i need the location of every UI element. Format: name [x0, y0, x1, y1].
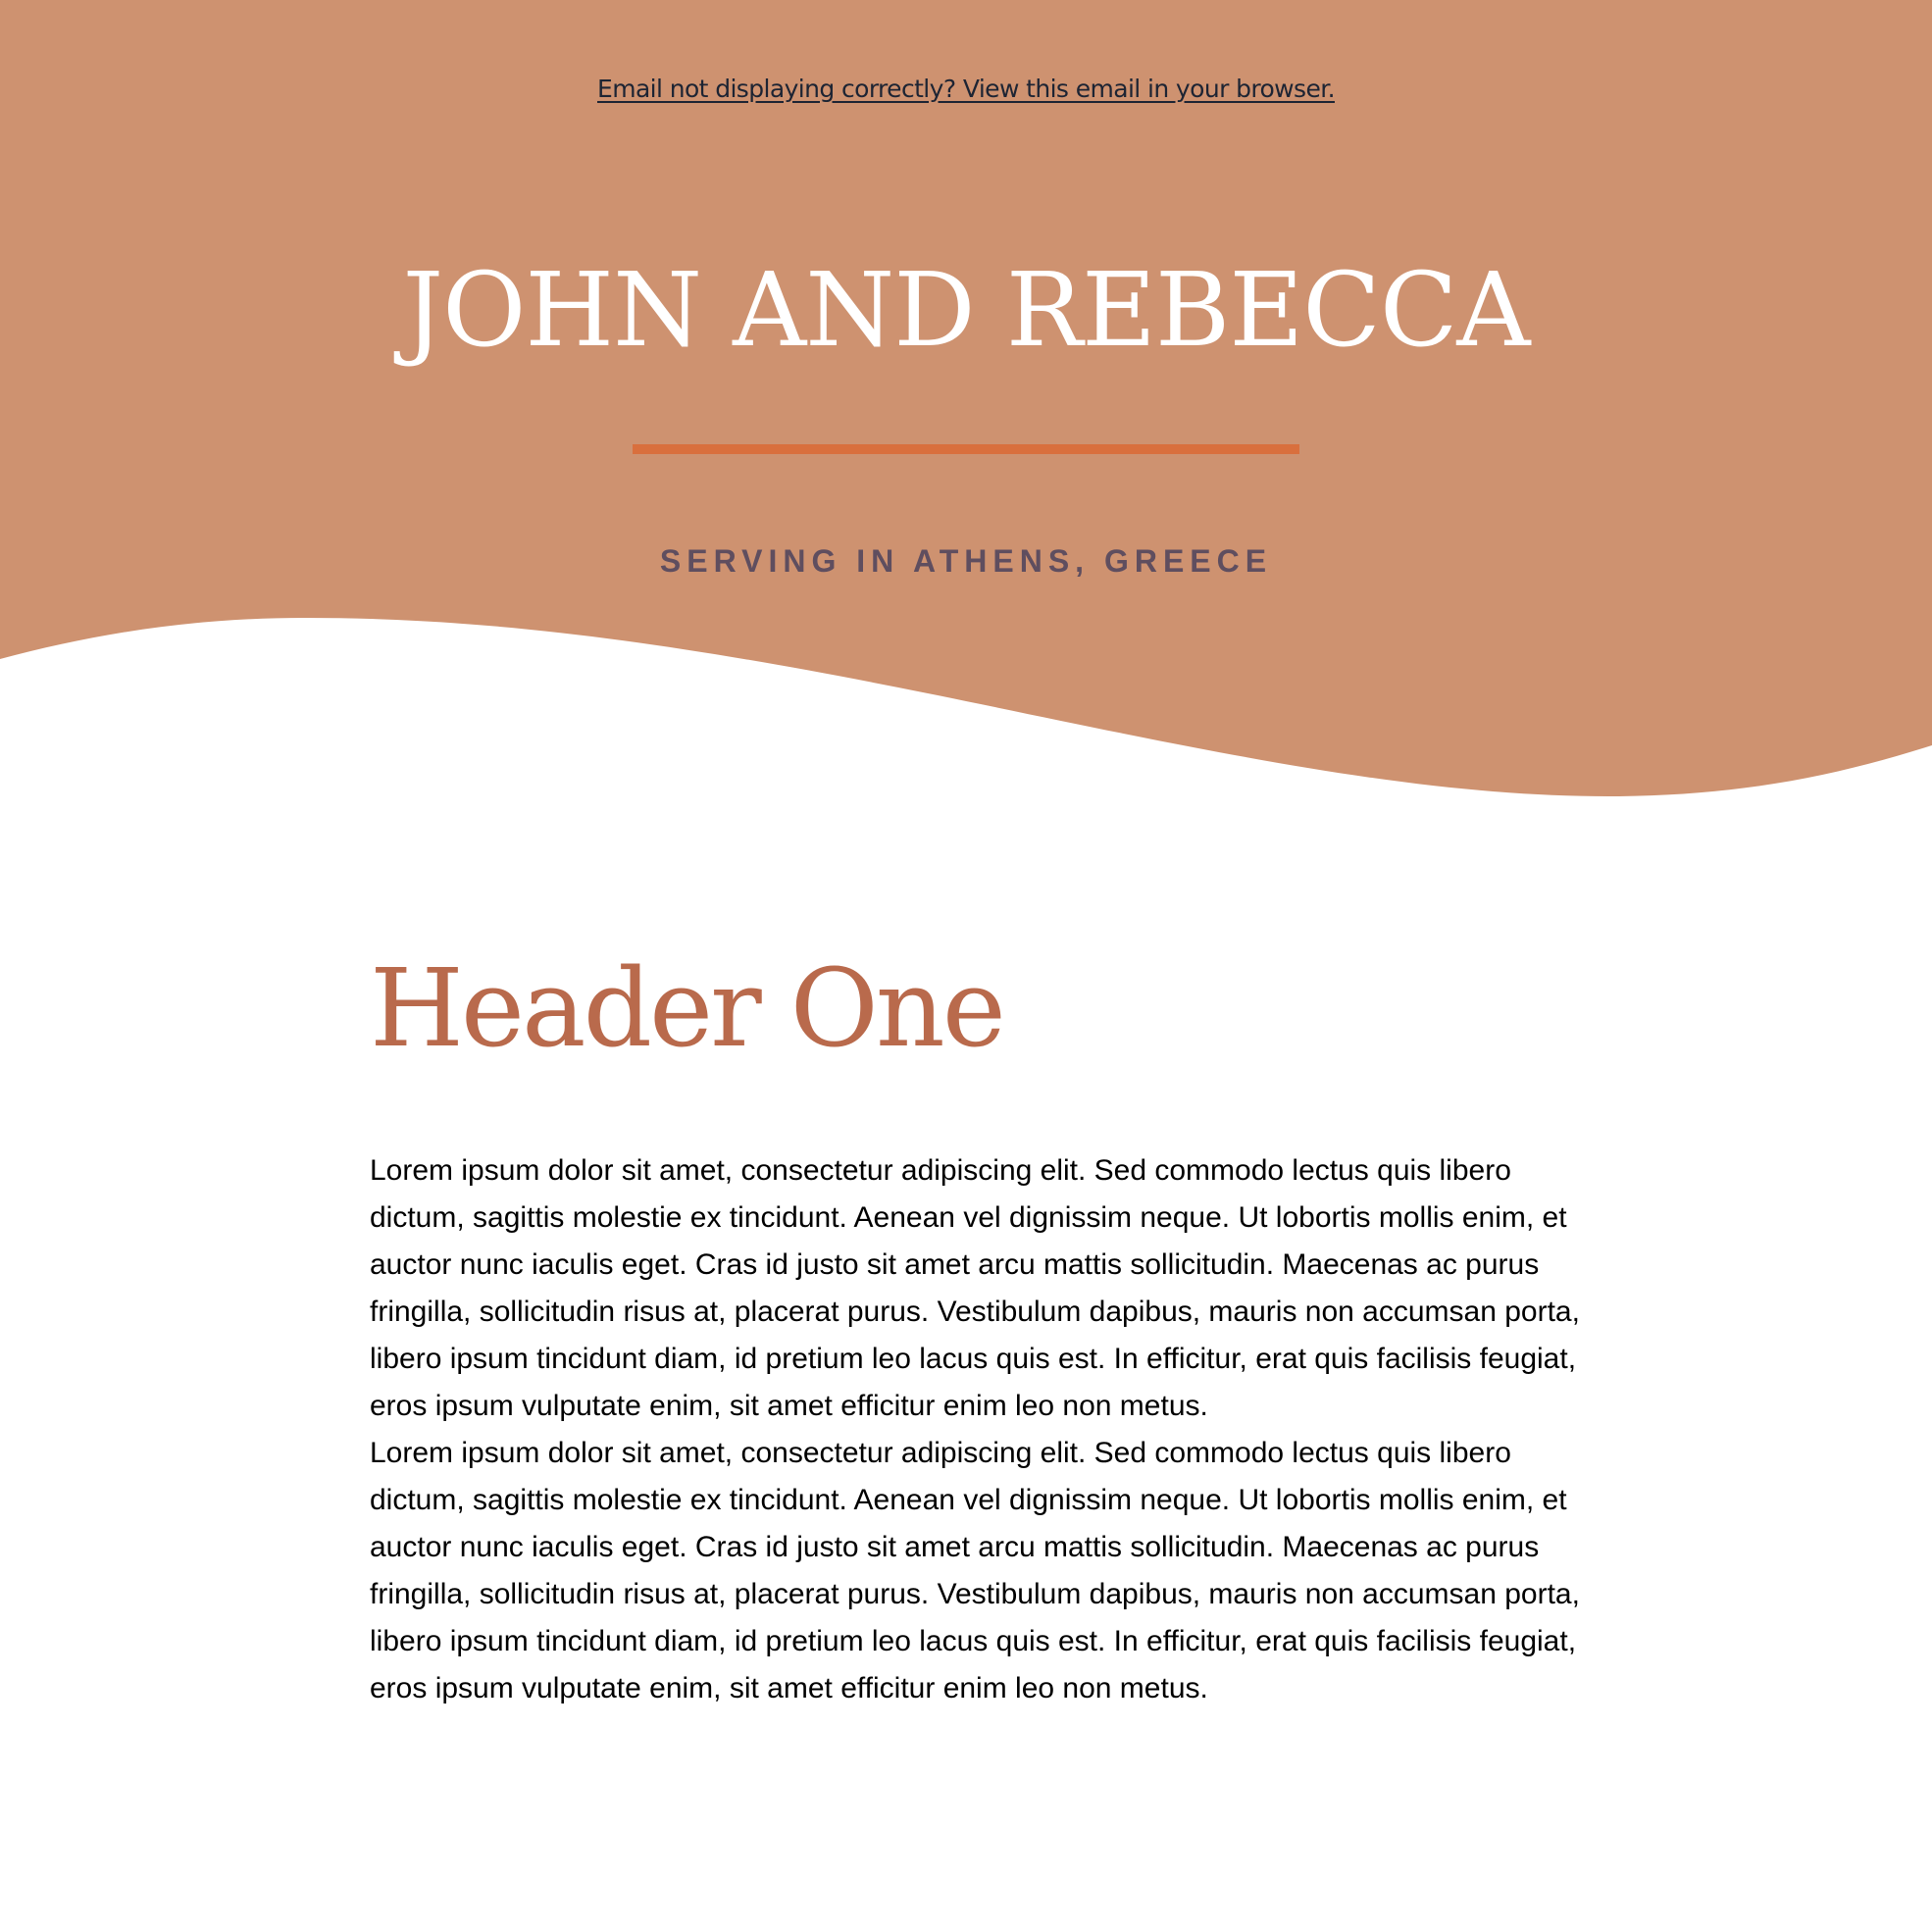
heading-wrapper [370, 940, 1003, 1077]
body-paragraph: Lorem ipsum dolor sit amet, consectetur adipiscing elit. Sed commodo lectus quis libero dictum, sagittis molestie ex tincidunt. Aenean vel dignissim neque. Ut lobortis mollis enim, et auctor nunc iaculis eget. Cras id justo sit amet arcu mattis sollicitudin. Maecenas ac purus fringilla, sollicitudin risus at, placerat purus. Vestibulum dapibus, mauris non accumsan porta, libero ipsum tincidunt diam, id pretium leo lacus quis est. In efficitur, erat quis facilisis feugiat, eros ipsum vulputate enim, sit amet efficitur enim leo non metus. [370, 1154, 1580, 1422]
body-paragraph: Lorem ipsum dolor sit amet, consectetur adipiscing elit. Sed commodo lectus quis libero dictum, sagittis molestie ex tincidunt. Aenean vel dignissim neque. Ut lobortis mollis enim, et auctor nunc iaculis eget. Cras id justo sit amet arcu mattis sollicitudin. Maecenas ac purus fringilla, sollicitudin risus at, placerat purus. Vestibulum dapibus, mauris non accumsan porta, libero ipsum tincidunt diam, id pretium leo lacus quis est. In efficitur, erat quis facilisis feugiat, eros ipsum vulputate enim, sit amet efficitur enim leo non metus. [370, 1437, 1580, 1704]
wave-background [0, 0, 1932, 804]
hero-subtitle: SERVING IN ATHENS, GREECE [659, 543, 1273, 579]
view-in-browser-link[interactable]: Email not displaying correctly? View this email in your browser. [597, 75, 1335, 103]
body-paragraphs [370, 1147, 1586, 1712]
section-heading: Header One [370, 945, 1003, 1071]
title-divider [633, 444, 1299, 454]
email-header-banner [0, 0, 1932, 804]
wave-shape [0, 0, 1932, 796]
hero-title: JOHN AND REBECCA [402, 250, 1530, 370]
